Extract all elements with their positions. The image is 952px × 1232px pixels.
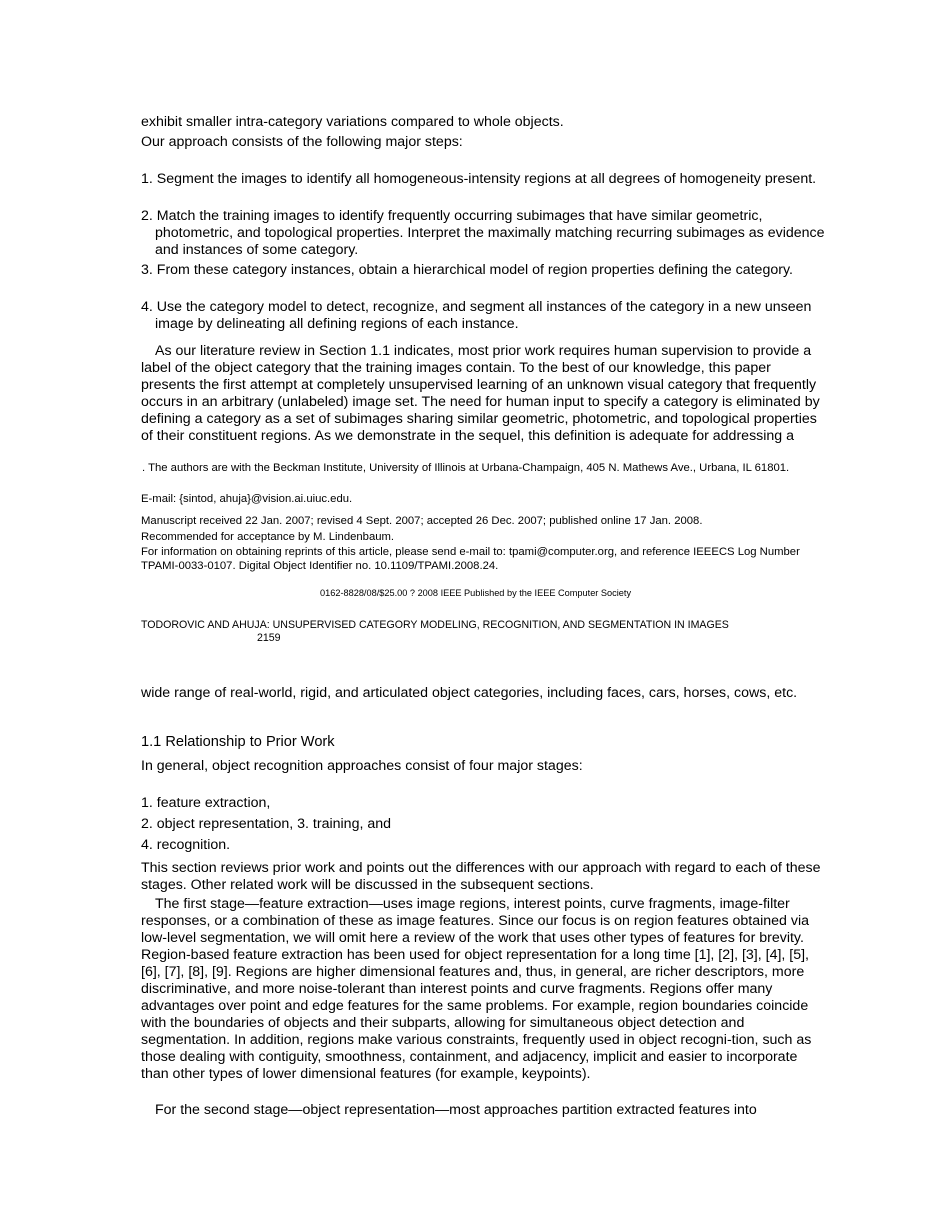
step-1: 1. Segment the images to identify all homogeneous-intensity regions at all degrees of homogeneity present. <box>141 171 817 187</box>
stage-item-3: 4. recognition. <box>141 837 231 853</box>
step-4: 4. Use the category model to detect, recognize, and segment all instances of the category in a new unseen image by delineating all defining regions of each instance. <box>141 299 812 332</box>
stage-item-2: 2. object representation, 3. training, and <box>141 816 392 832</box>
intro-line-1: exhibit smaller intra-category variations compared to whole objects. <box>141 114 564 130</box>
step-2: 2. Match the training images to identify frequently occurring subimages that have similar geometric, photometric, and topological properties. Interpret the maximally matching recurring subimages as evidence and instances of some category. <box>141 208 825 258</box>
stage-item-1: 1. feature extraction, <box>141 795 271 811</box>
second-stage-paragraph: For the second stage—object representation—most approaches partition extracted features into <box>155 1102 757 1118</box>
manuscript-dates: Manuscript received 22 Jan. 2007; revised 4 Sept. 2007; accepted 26 Dec. 2007; published online 17 Jan. 2008. <box>141 515 703 527</box>
step-3: 3. From these category instances, obtain a hierarchical model of region properties defining the category. <box>141 262 793 278</box>
running-title: TODOROVIC AND AHUJA: UNSUPERVISED CATEGORY MODELING, RECOGNITION, AND SEGMENTATION IN IMAGES <box>141 619 729 631</box>
page-number: 2159 <box>257 632 281 644</box>
intro-line-2: Our approach consists of the following major steps: <box>141 134 463 150</box>
section-heading: 1.1 Relationship to Prior Work <box>141 734 335 750</box>
stages-intro: In general, object recognition approaches consist of four major stages: <box>141 758 583 774</box>
review-paragraph: This section reviews prior work and points out the differences with our approach with regard to each of these stages. Other related work will be discussed in the subsequent sections. <box>141 860 821 893</box>
literature-paragraph: As our literature review in Section 1.1 indicates, most prior work requires human supervision to provide a label of the object category that the training images contain. To the best of our knowledge, this paper presents the first attempt at completely unsupervised learning of an unknown visual category that frequently occurs in an arbitrary (unlabeled) image set. The need for human input to specify a category is eliminated by defining a category as a set of subimages sharing similar geometric, photometric, and topological properties of their constituent regions. As we demonstrate in the sequel, this definition is adequate for addressing a <box>141 343 820 444</box>
continuation-text: wide range of real-world, rigid, and articulated object categories, including faces, cars, horses, cows, etc. <box>141 685 798 701</box>
reprint-info: For information on obtaining reprints of this article, please send e-mail to: tpami@computer.org, and reference IEEECS Log Number TPAMI-0033-0107. Digital Object Identifier no. 10.1109/TPAMI.2008.24. <box>141 546 800 572</box>
author-affiliation: . The authors are with the Beckman Institute, University of Illinois at Urbana-Champaign, 405 N. Mathews Ave., Urbana, IL 61801. <box>142 462 790 474</box>
author-email: E-mail: {sintod, ahuja}@vision.ai.uiuc.edu. <box>141 493 353 505</box>
first-stage-paragraph: The first stage—feature extraction—uses image regions, interest points, curve fragments, image-filter responses, or a combination of these as image features. Since our focus is on region features obtained via low-level segmentation, we will omit here a review of the work that uses other types of features for brevity. Region-based feature extraction has been used for object representation for a long time [1], [2], [3], [4], [5], [6], [7], [8], [9]. Regions are higher dimensional features and, thus, in general, are richer descriptors, more discriminative, and more noise-tolerant than interest points and curve fragments. Regions offer many advantages over point and edge features for the same problems. For example, region boundaries coincide with the boundaries of objects and their subparts, allowing for simultaneous object detection and segmentation. In addition, regions make various constraints, frequently used in object recogni-tion, such as those dealing with contiguity, smoothness, containment, and adjacency, implicit and easier to incorporate than other types of lower dimensional features (for example, keypoints). <box>141 896 812 1082</box>
recommended-by: Recommended for acceptance by M. Lindenbaum. <box>141 531 395 543</box>
copyright-line: 0162-8828/08/$25.00 ? 2008 IEEE Published by the IEEE Computer Society <box>320 588 632 598</box>
